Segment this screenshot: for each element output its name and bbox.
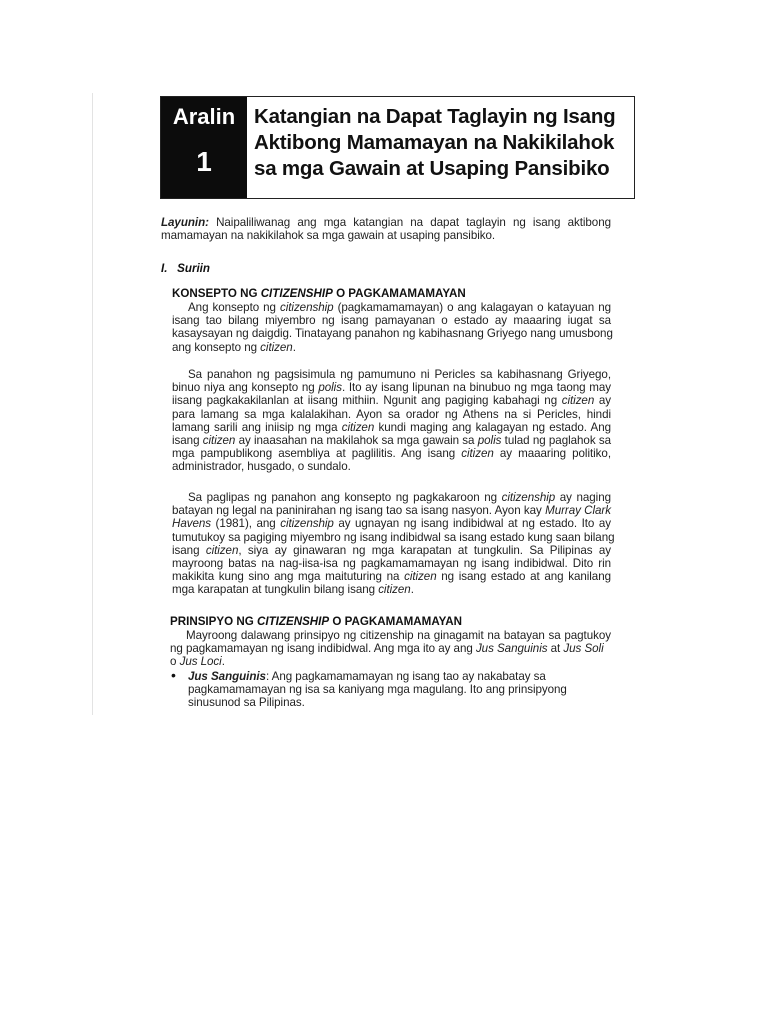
page-left-edge <box>92 93 93 715</box>
text-line: mga pampublikong asembliya at paglilitis. Ang isang citizen ay maaaring politiko, <box>172 447 611 461</box>
objective-label: Layunin: <box>161 216 209 229</box>
text-line: binuo niya ang konsepto ng polis. Ito ay isang lipunan na binubuo ng mga taong may <box>172 381 612 395</box>
text-line: batayan ng legal na paninirahan ng isang tao sa isang nasyon. Ayon kay Murray Clark <box>172 504 611 518</box>
objective <box>161 216 611 242</box>
objective-line: mamamayan na nakikilahok sa mga gawain at usaping pansibiko. <box>161 229 496 243</box>
text-line: para lamang sa mga kalalakihan. Ayon sa orador ng Athens na si Pericles, hindi <box>172 407 611 421</box>
text-line: kasaysayan ng daigdig. Tinatayang panahon ng kabihasnang Griyego nang umusbong <box>172 327 613 341</box>
lesson-number: 1 <box>196 146 212 177</box>
text-line: makikita kung sino ang mga maituturing na citizen ng isang estado at ang kanilang <box>172 570 611 584</box>
text-line: Mayroong dalawang prinsipyo ng citizenship na ginagamit na batayan sa pagtukoy <box>186 629 611 642</box>
lesson-title-line: sa mga Gawain at Usaping Pansibiko <box>254 157 610 180</box>
bullet-term: Jus Sanguinis <box>188 670 266 683</box>
text-line: lamang sarili ang iniisip ng mga citizen kundi maging ang kalagayan ng estado. Ang <box>172 420 611 434</box>
text-line: Sa paglipas ng panahon ang konsepto ng pagkakaroon ng citizenship ay naging <box>188 491 611 504</box>
text-line: pagkamamamayan ng isa sa kaniyang mga magulang. Ito ang prinsipyong <box>188 683 567 697</box>
text-line: administrador, husgado, o sundalo. <box>172 460 351 474</box>
lesson-title-line: Katangian na Dapat Taglayin ng Isang <box>254 105 616 128</box>
text-line: Havens (1981), ang citizenship ay ugnayan ng isang indibidwal at ng estado. Ito ay <box>172 517 612 531</box>
text-line: ng pagkamamayan ng isang indibidwal. Ang mga ito ay ang Jus Sanguinis at Jus Soli <box>170 642 604 656</box>
text-line: o Jus Loci. <box>170 655 225 669</box>
objective-line: Layunin: Naipaliliwanag ang mga katangian na dapat taglayin ng isang aktibong <box>161 216 611 229</box>
concept-paragraph-1 <box>172 301 611 354</box>
principle-paragraph <box>170 629 611 669</box>
text-line: mayroong batas na nag-iisa-isa ng pagkamamamayan ng isang indibidwal. Dito rin <box>172 557 611 571</box>
lesson-header <box>160 96 635 199</box>
text-line: tumutukoy sa pagiging miyembro ng isang indibidwal sa isang estado kung saan bilang <box>172 530 615 544</box>
text-line: ang konsepto ng citizen. <box>172 340 296 354</box>
lesson-title-line: Aktibong Mamamayan na Nakikilahok <box>254 131 615 154</box>
concept-paragraph-2 <box>172 368 611 474</box>
concept-paragraph-3 <box>172 491 615 597</box>
text-line: Jus Sanguinis: Ang pagkamamamayan ng isang tao ay nakabatay sa <box>188 670 546 683</box>
text-line: isang citizen ay inaasahan na makilahok sa mga gawain sa polis tulad ng paglahok sa <box>172 434 611 448</box>
concept-heading: KONSEPTO NG CITIZENSHIP O PAGKAMAMAMAYAN <box>172 287 466 300</box>
section-heading: I. Suriin <box>161 262 210 275</box>
text-line: mga karapatan at tungkulin bilang isang citizen. <box>172 583 414 597</box>
principle-heading: PRINSIPYO NG CITIZENSHIP O PAGKAMAMAMAYAN <box>170 615 463 628</box>
text-line: isang citizen, siya ay ginawaran ng mga karapatan at tungkulin. Sa Pilipinas ay <box>172 543 611 557</box>
text-line: iisang pagkakakilanlan at iisang mithiin. Ngunit ang pagiging kabahagi ng citizen ay <box>172 394 611 408</box>
lesson-badge <box>161 97 247 198</box>
bullet-item-jus-sanguinis <box>188 670 608 710</box>
text-line: Sa panahon ng pagsisimula ng pamumuno ni Pericles sa kabihasnang Griyego, <box>188 368 611 381</box>
text-line: Ang konsepto ng citizenship (pagkamamamayan) o ang kalagayan o katayuan ng <box>188 301 611 314</box>
text-line: sinusunod sa Pilipinas. <box>188 696 305 710</box>
lesson-label: Aralin <box>172 104 236 129</box>
text-line: isang tao bilang miyembro ng isang pamayanan o estado ay maaaring iugat sa <box>172 314 611 328</box>
bullet-marker: • <box>171 667 176 683</box>
lesson-title <box>247 97 615 198</box>
